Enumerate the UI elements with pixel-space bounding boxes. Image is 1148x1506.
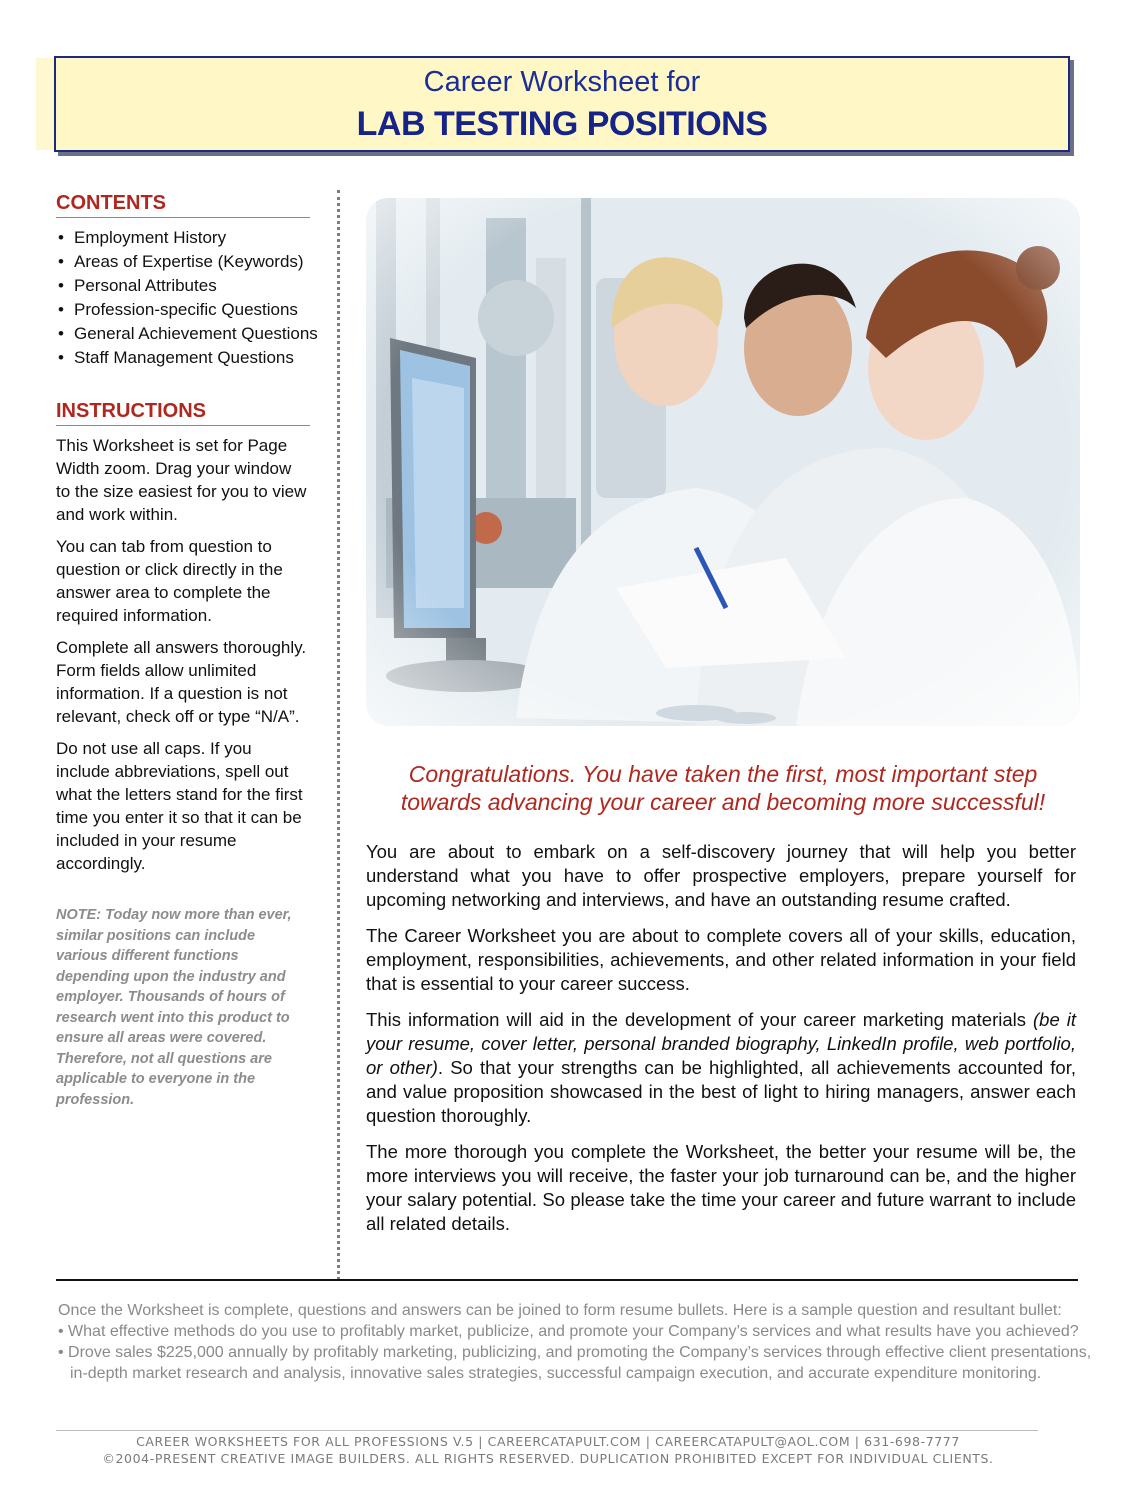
footer-divider: [56, 1430, 1038, 1431]
body-paragraph: The Career Worksheet you are about to complete covers all of your skills, education, employment, responsibilities, achievements, and other related information in your field that is essential to your career success.: [366, 925, 1076, 994]
title-line-1: Career Worksheet for: [423, 66, 701, 98]
bullet-icon: •: [58, 276, 64, 295]
instruction-paragraph: Do not use all caps. If you include abbreviations, spell out what the letters stand for the first time you enter it so that it can be included in your resume accordingly.: [56, 739, 303, 873]
footer-copyright: ©2004-PRESENT CREATIVE IMAGE BUILDERS. ALL RIGHTS RESERVED. DUPLICATION PROHIBITED EXCEPT FOR INDIVIDUAL CLIENTS.: [102, 1451, 994, 1466]
note-label: NOTE:: [56, 907, 102, 923]
sample-bullet-line: in-depth market research and analysis, innovative sales strategies, successful campaign execution, and accurate expenditure monitoring.: [70, 1365, 1042, 1382]
instruction-paragraph: Complete all answers thoroughly. Form fields allow unlimited information. If a question is not relevant, check off or type “N/A”.: [56, 638, 307, 726]
instruction-paragraph: You can tab from question to question or click directly in the answer area to complete the required information.: [56, 537, 283, 625]
bullet-icon: •: [58, 348, 64, 367]
contents-item: • Profession-specific Questions: [56, 298, 310, 322]
sample-question: • What effective methods do you use to profitably market, publicize, and promote your Company’s services and what results have you achieved?: [58, 1323, 1079, 1340]
sample-intro: Once the Worksheet is complete, questions and answers can be joined to form resume bullets. Here is a sample question and resultant bullet:: [58, 1302, 1062, 1319]
bullet-icon: •: [58, 300, 64, 319]
footer-contact: CAREER WORKSHEETS FOR ALL PROFESSIONS V.5 | CAREERCATAPULT.COM | CAREERCATAPULT@AOL.COM | 631-698-7777: [136, 1434, 960, 1449]
lab-photo-illustration: [366, 198, 1080, 726]
column-divider: [337, 190, 340, 1280]
contents-item: • Personal Attributes: [56, 274, 310, 298]
contents-item: • Areas of Expertise (Keywords): [56, 250, 310, 274]
intro-body: [366, 840, 1076, 1248]
congratulations-message: Congratulations. You have taken the first, most important step towards advancing your career and becoming more successful!: [400, 761, 1046, 815]
bullet-icon: •: [58, 252, 64, 271]
title-line-2: LAB TESTING POSITIONS: [356, 105, 768, 143]
section-divider: [56, 1279, 1078, 1281]
note-text: Today now more than ever, similar positions can include various different functions depending upon the industry and employer. Thousands of hours of research went into this product to ensure all areas were covered. Therefore, not all questions are applicable to everyone in the profession.: [56, 907, 292, 1108]
body-paragraph: This information will aid in the development of your career marketing materials (be it your resume, cover letter, personal branded biography, LinkedIn profile, web portfolio, or other). So that your strengths can be highlighted, all achievements accounted for, and value proposition showcased in the best of light to hiring managers, answer each question thoroughly.: [366, 1009, 1076, 1126]
body-paragraph: You are about to embark on a self-discovery journey that will help you better understand what you have to offer prospective employers, prepare yourself for upcoming networking and interviews, and have an outstanding resume crafted.: [366, 841, 1076, 910]
header-edge-decoration: [36, 58, 56, 150]
title-banner: [54, 56, 1070, 152]
contents-item: • General Achievement Questions: [56, 322, 310, 346]
note-block: [56, 905, 310, 1110]
bullet-icon: •: [58, 324, 64, 343]
bullet-icon: •: [58, 228, 64, 247]
sample-bullet-line: • Drove sales $225,000 annually by profitably marketing, publicizing, and promoting the Company’s services through effective client presentations,: [58, 1344, 1092, 1361]
sample-bullet-block: [58, 1300, 1092, 1384]
contents-item: • Staff Management Questions: [56, 346, 310, 370]
instruction-paragraph: This Worksheet is set for Page Width zoom. Drag your window to the size easiest for you to view and work within.: [56, 436, 307, 524]
contents-heading: CONTENTS: [56, 192, 310, 218]
body-paragraph: The more thorough you complete the Worksheet, the better your resume will be, the more interviews you will receive, the faster your job turnaround can be, and the higher your salary potential. So please take the time your career and future warrant to include all related details.: [366, 1141, 1076, 1234]
lab-team-photo: [366, 198, 1080, 726]
contents-item: • Employment History: [56, 226, 310, 250]
instructions-heading: INSTRUCTIONS: [56, 400, 310, 426]
left-column: [56, 192, 318, 1110]
contents-list: [56, 226, 318, 370]
